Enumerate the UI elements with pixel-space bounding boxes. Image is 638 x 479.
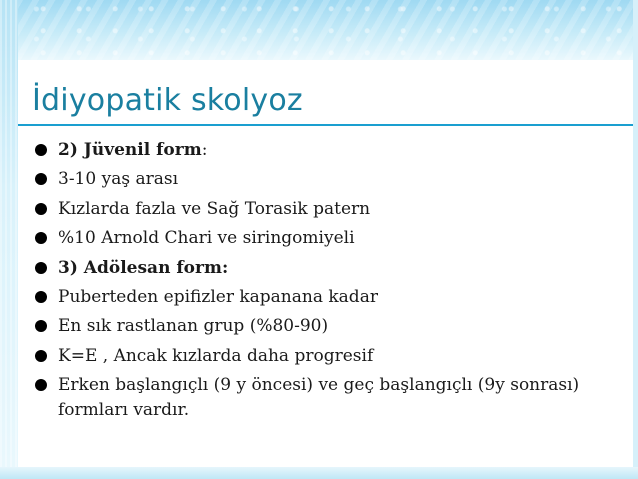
filled-circle-bullet-icon	[34, 378, 48, 392]
filled-circle-bullet-icon	[34, 290, 48, 304]
list-item-text: Puberteden epifizler kapanana kadar	[58, 287, 378, 308]
list-item-bold: 3) Adölesan form:	[58, 257, 229, 278]
list-item	[34, 224, 630, 253]
decorative-top-band	[0, 0, 638, 60]
filled-circle-bullet-icon	[34, 319, 48, 333]
decorative-left-bar	[0, 0, 18, 479]
list-item	[34, 312, 630, 341]
list-item-text: :	[201, 140, 208, 160]
list-item-text: Erken başlangıçlı (9 y öncesi) ve geç başlangıçlı (9y sonrası) formları vardır.	[58, 375, 580, 421]
filled-circle-bullet-icon	[34, 349, 48, 363]
list-item	[34, 165, 630, 194]
list-item	[34, 283, 630, 312]
list-item	[34, 136, 630, 165]
list-item-text: %10 Arnold Chari ve siringomiyeli	[58, 228, 355, 249]
list-item-text: K=E , Ancak kızlarda daha progresif	[58, 345, 374, 366]
filled-circle-bullet-icon	[34, 261, 48, 275]
list-item	[34, 254, 630, 283]
filled-circle-bullet-icon	[34, 202, 48, 216]
list-item-text: 3-10 yaş arası	[58, 169, 179, 190]
list-item	[34, 342, 630, 371]
bullet-list	[34, 136, 630, 423]
title-underline-rule	[18, 124, 633, 126]
list-item-bold: 2) Jüvenil form	[58, 140, 202, 160]
list-item	[34, 195, 630, 224]
filled-circle-bullet-icon	[34, 143, 48, 157]
list-item-text: En sık rastlanan grup (%80-90)	[58, 316, 329, 337]
list-item	[34, 371, 630, 423]
decorative-bottom-band	[0, 467, 638, 479]
filled-circle-bullet-icon	[34, 231, 48, 245]
slide-title: İdiyopatik skolyoz	[32, 83, 303, 118]
filled-circle-bullet-icon	[34, 172, 48, 186]
list-item-text: Kızlarda fazla ve Sağ Torasik patern	[58, 198, 371, 219]
decorative-right-strip	[633, 0, 638, 479]
